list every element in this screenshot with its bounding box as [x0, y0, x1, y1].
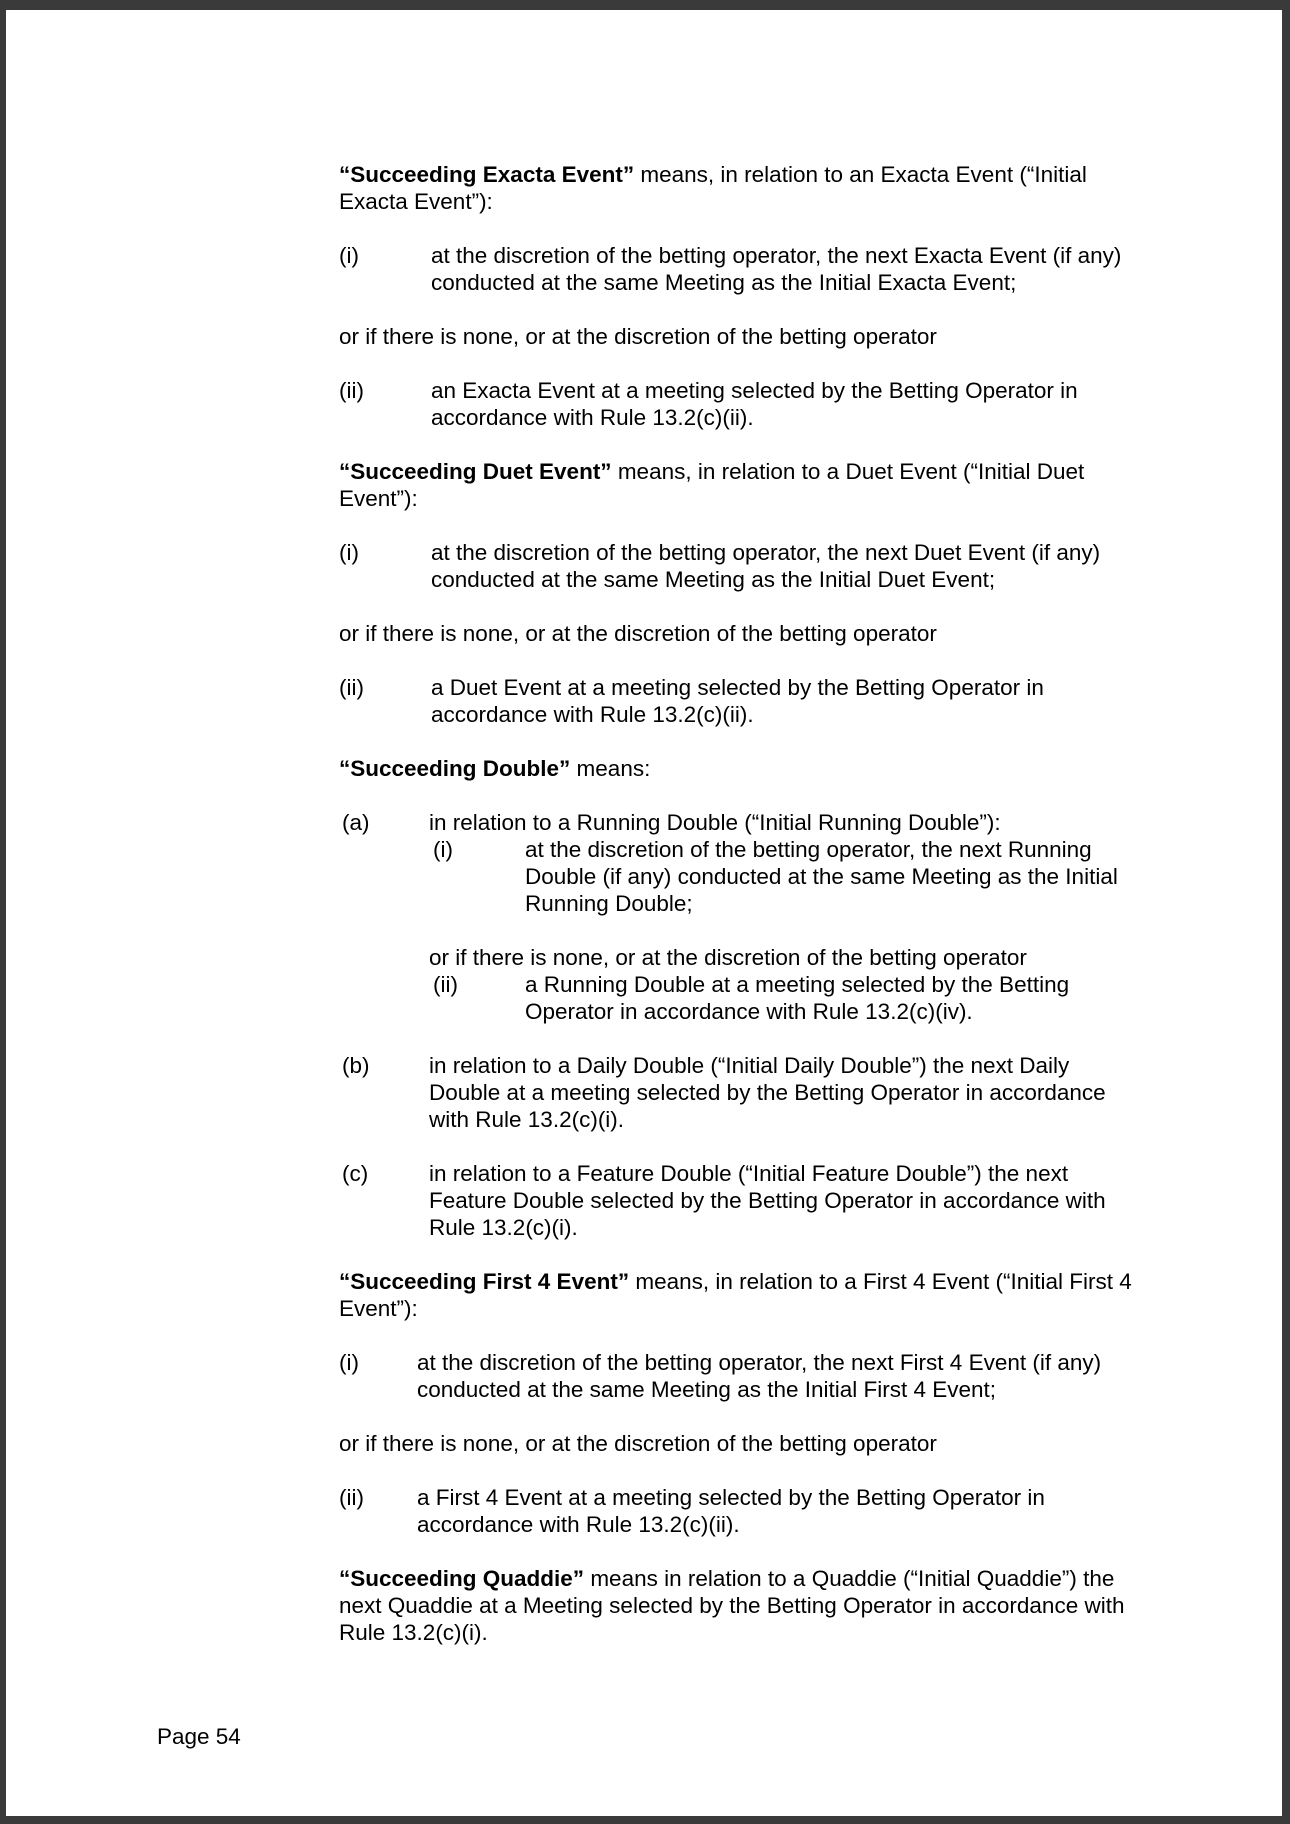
double-item-a-body [429, 809, 1139, 1025]
exacta-item-ii [339, 377, 1139, 431]
subitem-label: (ii) [433, 972, 458, 997]
definition-exacta-intro: means, in relation to an Exacta Event (“Initial Exacta Event”): [339, 162, 1087, 214]
subitem-text: at the discretion of the betting operator, the next Running Double (if any) conducted at the same Meeting as the Initial Running Double; [525, 837, 1118, 916]
term-double: “Succeeding Double” [339, 756, 571, 781]
definition-duet [339, 458, 1139, 512]
item-label: (ii) [339, 675, 364, 700]
double-item-a [339, 809, 1139, 1025]
double-subitem-ii [429, 971, 1139, 1025]
document-body [339, 161, 1139, 1673]
duet-item-ii [339, 674, 1139, 728]
term-first4: “Succeeding First 4 Event” [339, 1269, 630, 1294]
item-text: an Exacta Event at a meeting selected by the Betting Operator in accordance with Rule 13.2(c)(ii). [431, 378, 1078, 430]
double-item-b [339, 1052, 1139, 1133]
definition-exacta [339, 161, 1139, 215]
definition-quaddie-intro: means in relation to a Quaddie (“Initial Quaddie”) the next Quaddie at a Meeting selected by the Betting Operator in accordance with Rule 13.2(c)(i). [339, 1566, 1125, 1645]
item-label: (b) [342, 1053, 370, 1078]
exacta-item-i [339, 242, 1139, 296]
definition-quaddie [339, 1565, 1139, 1646]
item-text: at the discretion of the betting operator, the next Duet Event (if any) conducted at the same Meeting as the Initial Duet Event; [431, 540, 1101, 592]
item-text: at the discretion of the betting operator, the next Exacta Event (if any) conducted at the same Meeting as the Initial Exacta Event; [431, 243, 1122, 295]
term-exacta: “Succeeding Exacta Event” [339, 162, 635, 187]
definition-double-intro: means: [570, 756, 651, 781]
page-number: Page 54 [157, 1724, 241, 1749]
exacta-or-text: or if there is none, or at the discretion of the betting operator [339, 324, 937, 349]
item-label: (i) [339, 540, 359, 565]
item-label: (c) [342, 1161, 369, 1186]
double-or-text: or if there is none, or at the discretion of the betting operator [429, 945, 1027, 970]
item-text: in relation to a Feature Double (“Initial Feature Double”) the next Feature Double selected by the Betting Operator in accordance with Rule 13.2(c)(i). [429, 1161, 1106, 1240]
first4-item-ii [339, 1484, 1139, 1538]
item-label: (i) [339, 243, 359, 268]
term-duet: “Succeeding Duet Event” [339, 459, 612, 484]
definition-first4 [339, 1268, 1139, 1322]
subitem-text: a Running Double at a meeting selected by the Betting Operator in accordance with Rule 13.2(c)(iv). [525, 972, 1070, 1024]
term-quaddie: “Succeeding Quaddie” [339, 1566, 585, 1591]
definition-first4-intro: means, in relation to a First 4 Event (“Initial First 4 Event”): [339, 1269, 1132, 1321]
double-item-c [339, 1160, 1139, 1241]
item-text: in relation to a Running Double (“Initial Running Double”): [429, 810, 1001, 835]
item-text: at the discretion of the betting operator, the next First 4 Event (if any) conducted at the same Meeting as the Initial First 4 Event; [417, 1350, 1102, 1402]
item-text: a Duet Event at a meeting selected by the Betting Operator in accordance with Rule 13.2(c)(ii). [431, 675, 1044, 727]
item-text: in relation to a Daily Double (“Initial Daily Double”) the next Daily Double at a meeting selected by the Betting Operator in accordance with Rule 13.2(c)(i). [429, 1053, 1106, 1132]
first4-item-i [339, 1349, 1139, 1403]
definition-duet-intro: means, in relation to a Duet Event (“Initial Duet Event”): [339, 459, 1085, 511]
definition-double [339, 755, 1139, 782]
item-label: (a) [342, 810, 370, 835]
item-label: (i) [339, 1350, 359, 1375]
document-page [6, 10, 1282, 1816]
double-subitem-i [429, 836, 1139, 917]
spacer [429, 917, 1139, 944]
first4-or-text: or if there is none, or at the discretion of the betting operator [339, 1431, 937, 1456]
item-label: (ii) [339, 1485, 364, 1510]
duet-or-text: or if there is none, or at the discretion of the betting operator [339, 621, 937, 646]
duet-item-i [339, 539, 1139, 593]
subitem-label: (i) [433, 837, 453, 862]
item-text: a First 4 Event at a meeting selected by the Betting Operator in accordance with Rule 13.2(c)(ii). [417, 1485, 1045, 1537]
item-label: (ii) [339, 378, 364, 403]
